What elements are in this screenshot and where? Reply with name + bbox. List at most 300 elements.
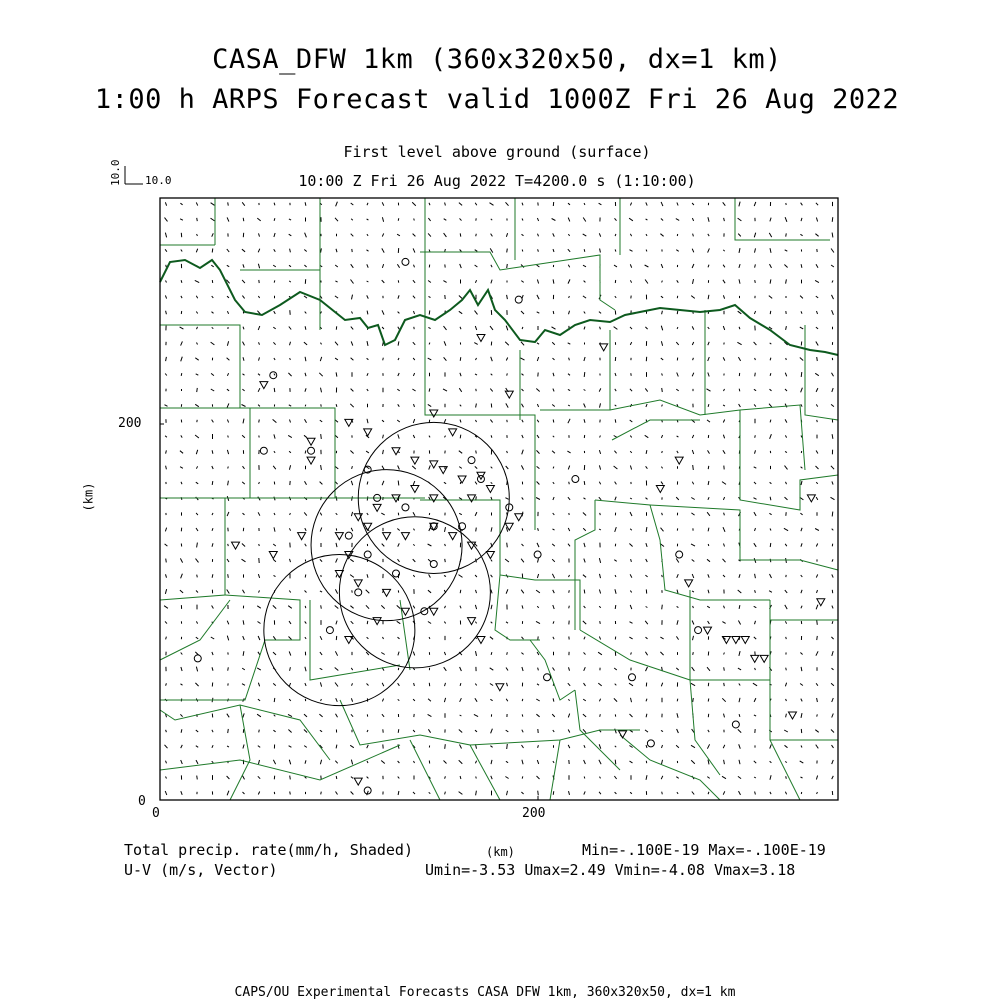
wind-vector — [553, 249, 554, 252]
wind-vector — [801, 667, 802, 671]
wind-vector — [382, 310, 384, 314]
wind-vector — [630, 280, 631, 282]
wind-vector — [769, 233, 771, 237]
wind-vector — [352, 295, 353, 300]
y-axis-label: (km) — [81, 482, 96, 512]
wind-vector — [428, 233, 431, 236]
wind-vector — [816, 683, 818, 685]
wind-vector — [336, 714, 338, 717]
wind-vector — [569, 482, 570, 484]
wind-vector — [505, 498, 508, 500]
wind-vector — [335, 265, 338, 267]
wind-vector — [738, 621, 740, 625]
wind-vector — [522, 374, 524, 376]
wind-vector — [522, 760, 523, 765]
wind-vector — [832, 698, 834, 702]
wind-vector — [784, 730, 788, 732]
wind-vector — [195, 358, 198, 360]
wind-vector — [661, 467, 662, 469]
wind-vector — [568, 405, 570, 406]
wind-vector — [569, 311, 570, 315]
wind-vector — [305, 357, 306, 361]
wind-vector — [490, 668, 494, 670]
wind-vector — [506, 358, 507, 361]
wind-vector — [413, 296, 415, 299]
wind-vector — [754, 467, 757, 468]
wind-vector — [724, 760, 725, 764]
wind-vector — [335, 296, 338, 298]
wind-vector — [258, 699, 260, 701]
wind-vector — [614, 451, 616, 454]
wind-vector — [583, 296, 586, 298]
wind-vector — [335, 683, 338, 687]
wind-vector — [630, 605, 632, 609]
station-triangle — [449, 533, 457, 540]
wind-vector — [305, 637, 306, 639]
wind-vector — [755, 264, 756, 267]
wind-vector — [428, 544, 432, 546]
wind-vector — [722, 482, 726, 485]
wind-vector — [445, 744, 446, 749]
wind-vector — [459, 730, 462, 733]
wind-vector — [614, 265, 617, 267]
wind-vector — [677, 436, 679, 437]
wind-vector — [677, 203, 678, 206]
station-triangle — [486, 552, 494, 559]
wind-vector — [366, 451, 369, 453]
wind-vector — [196, 450, 197, 454]
wind-vector — [181, 745, 183, 748]
wind-vector — [288, 714, 292, 716]
wind-vector — [507, 373, 508, 375]
wind-vector — [537, 295, 539, 299]
wind-vector — [227, 341, 228, 345]
wind-vector — [584, 312, 585, 314]
wind-vector — [227, 373, 228, 376]
wind-vector — [521, 792, 523, 794]
wind-vector — [181, 482, 182, 484]
wind-vector — [506, 730, 509, 732]
wind-vector — [661, 683, 662, 687]
wind-vector — [444, 326, 447, 330]
wind-vector — [413, 435, 414, 438]
wind-vector — [428, 559, 431, 561]
wind-vector — [738, 218, 742, 221]
wind-vector — [785, 217, 787, 222]
wind-vector — [351, 777, 353, 779]
wind-vector — [769, 296, 772, 299]
wind-vector — [321, 605, 322, 608]
wind-vector — [381, 761, 385, 764]
wind-vector — [645, 265, 649, 267]
wind-vector — [754, 512, 756, 516]
wind-vector-field — [164, 202, 834, 796]
wind-vector — [770, 248, 771, 253]
wind-vector — [708, 450, 710, 453]
wind-vector — [227, 791, 229, 796]
wind-vector — [257, 218, 260, 221]
wind-vector — [723, 527, 725, 532]
wind-vector — [522, 327, 523, 329]
wind-vector — [445, 203, 446, 206]
wind-vector — [397, 264, 399, 268]
wind-vector — [568, 466, 569, 470]
wind-vector — [569, 606, 570, 609]
wind-vector — [723, 559, 726, 562]
wind-vector — [507, 683, 508, 686]
wind-vector — [691, 513, 694, 515]
wind-vector — [258, 296, 259, 298]
wind-vector — [490, 420, 492, 423]
wind-vector — [195, 435, 199, 438]
wind-vector — [227, 217, 229, 221]
wind-vector — [304, 746, 307, 748]
wind-vector — [367, 684, 369, 686]
wind-vector — [754, 543, 756, 547]
wind-vector — [321, 465, 322, 470]
wind-vector — [413, 730, 415, 732]
wind-vector — [755, 450, 756, 453]
wind-vector — [351, 219, 353, 220]
wind-vector — [474, 714, 478, 716]
wind-vector — [677, 311, 678, 314]
wind-vector — [242, 668, 245, 670]
wind-vector — [165, 745, 168, 748]
station-circle — [695, 627, 702, 634]
wind-vector — [506, 668, 508, 671]
wind-vector — [507, 791, 508, 795]
wind-vector — [661, 219, 663, 221]
wind-vector — [832, 388, 833, 392]
wind-vector — [801, 203, 803, 206]
wind-vector — [584, 791, 585, 794]
wind-vector — [569, 590, 570, 592]
station-triangle — [430, 495, 438, 502]
wind-vector — [351, 668, 352, 670]
wind-vector — [646, 607, 648, 608]
wind-vector — [429, 528, 430, 531]
wind-vector — [243, 713, 244, 717]
wind-vector — [243, 636, 245, 640]
wind-vector — [801, 481, 802, 485]
station-circle — [402, 504, 409, 511]
wind-vector — [181, 684, 183, 685]
wind-vector — [630, 714, 633, 717]
wind-vector — [522, 745, 524, 748]
wind-vector — [460, 357, 461, 361]
wind-vector — [413, 652, 414, 656]
wind-vector — [196, 621, 197, 623]
wind-vector — [274, 513, 275, 515]
wind-vector — [817, 792, 818, 794]
wind-vector — [491, 560, 492, 562]
wind-vector — [180, 451, 183, 454]
wind-vector — [351, 327, 353, 330]
wind-vector — [817, 590, 818, 593]
title-line-1: CASA_DFW 1km (360x320x50, dx=1 km) — [212, 44, 782, 75]
wind-vector — [553, 761, 554, 763]
wind-vector — [289, 591, 290, 593]
wind-vector — [196, 374, 199, 375]
wind-vector — [770, 792, 771, 794]
wind-vector — [738, 668, 741, 670]
wind-vector — [459, 513, 462, 514]
wind-vector — [352, 311, 353, 313]
wind-vector — [166, 450, 167, 453]
wind-vector — [305, 419, 307, 422]
wind-vector — [321, 699, 322, 701]
wind-vector — [708, 481, 709, 485]
wind-vector — [614, 776, 616, 779]
wind-vector — [414, 404, 415, 407]
wind-vector — [289, 746, 292, 748]
wind-vector — [165, 405, 168, 407]
wind-vector — [288, 373, 291, 376]
station-triangle — [741, 637, 749, 644]
wind-vector — [474, 343, 477, 345]
wind-vector — [444, 698, 445, 702]
wind-vector — [242, 280, 245, 283]
wind-vector — [212, 513, 213, 515]
wind-vector — [476, 791, 477, 796]
wind-vector — [800, 761, 804, 763]
wind-vector — [599, 792, 601, 794]
wind-vector — [491, 590, 492, 594]
wind-vector — [832, 776, 834, 779]
wind-vector — [476, 651, 477, 656]
wind-vector — [615, 497, 616, 501]
wind-vector — [832, 512, 833, 517]
wind-vector — [786, 233, 787, 236]
wind-vector — [662, 605, 663, 610]
wind-vector — [445, 606, 446, 608]
wind-vector — [832, 621, 833, 624]
wind-vector — [475, 466, 477, 468]
station-triangle — [401, 608, 409, 615]
wind-vector — [196, 296, 197, 298]
station-circle — [308, 447, 315, 454]
wind-vector — [351, 203, 354, 205]
wind-vector — [305, 591, 307, 593]
wind-vector — [382, 683, 384, 686]
wind-vector — [289, 234, 292, 236]
wind-vector — [413, 358, 415, 360]
station-circle — [402, 258, 409, 265]
wind-vector — [320, 730, 322, 731]
wind-vector — [817, 714, 818, 716]
wind-vector — [537, 420, 539, 423]
wind-vector — [507, 744, 508, 749]
wind-vector — [460, 373, 461, 376]
wind-vector — [676, 636, 678, 639]
wind-vector — [522, 667, 523, 671]
wind-vector — [227, 358, 230, 360]
wind-vector — [568, 419, 570, 423]
wind-vector — [770, 497, 771, 500]
wind-vector — [584, 760, 586, 764]
wind-vector — [273, 419, 277, 422]
wind-vector — [646, 527, 647, 532]
wind-vector — [475, 730, 477, 732]
wind-vector — [691, 745, 695, 747]
wind-vector — [180, 467, 183, 469]
wind-vector — [320, 668, 323, 669]
wind-vector — [273, 342, 275, 344]
wind-vector — [460, 606, 461, 609]
wind-vector — [336, 575, 337, 578]
wind-vector — [305, 312, 307, 314]
wind-vector — [552, 451, 555, 454]
wind-vector — [661, 326, 662, 331]
wind-vector — [398, 466, 400, 470]
wind-vector — [445, 544, 446, 546]
wind-vector — [305, 760, 306, 763]
wind-vector — [258, 776, 260, 778]
wind-vector — [350, 559, 353, 561]
wind-vector — [832, 606, 833, 609]
county-boundaries — [160, 198, 838, 800]
station-circle — [572, 476, 579, 483]
wind-vector — [662, 311, 663, 314]
wind-vector — [273, 605, 276, 608]
wind-vector — [770, 574, 772, 578]
wind-vector — [382, 327, 384, 329]
wind-vector — [832, 310, 834, 315]
wind-vector — [242, 559, 246, 562]
wind-vector — [413, 699, 415, 701]
wind-vector — [738, 311, 742, 314]
wind-vector — [212, 667, 213, 670]
wind-vector — [583, 513, 586, 516]
wind-vector — [258, 683, 259, 687]
wind-vector — [304, 296, 307, 298]
wind-vector — [708, 373, 709, 377]
wind-vector — [321, 248, 322, 252]
wind-vector — [196, 312, 197, 314]
wind-vector — [304, 435, 307, 437]
wind-vector — [320, 528, 322, 532]
wind-vector — [522, 776, 523, 778]
wind-vector — [290, 776, 291, 780]
wind-vector — [412, 466, 416, 469]
wind-vector — [707, 667, 710, 671]
wind-vector — [755, 668, 756, 670]
wind-vector — [522, 714, 523, 716]
wind-vector — [165, 528, 166, 532]
wind-vector — [413, 792, 415, 794]
wind-vector — [599, 699, 600, 702]
legend-field-wind: U-V (m/s, Vector) — [124, 861, 278, 879]
wind-vector — [801, 388, 803, 393]
wind-vector — [598, 652, 602, 655]
wind-vector — [786, 637, 787, 639]
station-triangle — [496, 684, 504, 691]
wind-vector — [228, 574, 229, 578]
wind-vector — [708, 466, 709, 469]
wind-vector — [196, 466, 197, 468]
wind-vector — [676, 342, 678, 345]
wind-vector — [242, 249, 245, 252]
wind-vector — [165, 249, 167, 251]
wind-vector — [615, 218, 617, 220]
wind-vector — [723, 420, 724, 423]
wind-vector — [770, 761, 772, 763]
wind-vector — [785, 419, 787, 422]
wind-vector — [181, 574, 183, 579]
wind-vector — [460, 435, 461, 439]
wind-vector — [568, 218, 570, 222]
wind-vector — [274, 451, 275, 453]
wind-vector — [817, 636, 818, 640]
wind-vector — [662, 388, 663, 392]
wind-vector — [537, 218, 538, 221]
wind-vector — [568, 374, 570, 376]
wind-vector — [335, 606, 339, 609]
wind-vector — [754, 777, 756, 778]
wind-vector — [615, 589, 616, 593]
station-circle — [732, 721, 739, 728]
wind-vector — [584, 249, 585, 252]
wind-vector — [599, 558, 600, 563]
wind-vector — [505, 342, 509, 345]
wind-vector — [800, 513, 802, 515]
wind-vector — [196, 746, 198, 748]
wind-vector — [336, 404, 337, 407]
station-triangle — [486, 485, 494, 492]
wind-vector — [600, 249, 601, 253]
wind-vector — [181, 791, 182, 795]
wind-vector — [693, 606, 694, 608]
wind-vector — [568, 343, 571, 344]
wind-vector — [460, 745, 462, 749]
wind-vector — [800, 327, 803, 329]
wind-vector — [506, 589, 508, 593]
wind-vector — [243, 342, 245, 346]
wind-vector — [212, 730, 213, 732]
wind-vector — [615, 527, 617, 532]
wind-vector — [383, 450, 384, 454]
wind-vector — [536, 621, 540, 623]
wind-vector — [444, 341, 446, 345]
wind-vector — [290, 792, 291, 795]
wind-vector — [646, 714, 647, 717]
wind-vector — [552, 405, 555, 407]
wind-vector — [677, 574, 679, 578]
wind-vector — [242, 405, 246, 407]
wind-vector — [320, 420, 322, 422]
wind-vector — [197, 327, 198, 329]
wind-vector — [460, 420, 461, 423]
wind-vector — [800, 684, 803, 686]
vector-key-vertical-label: 10.0 — [109, 159, 122, 186]
wind-vector — [289, 651, 291, 655]
wind-vector — [212, 466, 213, 469]
wind-vector — [770, 373, 771, 376]
wind-vector — [227, 621, 229, 625]
wind-vector — [475, 265, 478, 267]
wind-vector — [599, 465, 600, 469]
wind-vector — [785, 621, 786, 623]
wind-vector — [320, 591, 322, 592]
wind-vector — [428, 714, 432, 716]
wind-vector — [739, 684, 740, 686]
wind-vector — [289, 637, 292, 640]
station-circle — [345, 532, 352, 539]
station-triangle — [675, 457, 683, 464]
wind-vector — [475, 698, 477, 702]
wind-vector — [507, 249, 508, 253]
wind-vector — [722, 776, 726, 778]
